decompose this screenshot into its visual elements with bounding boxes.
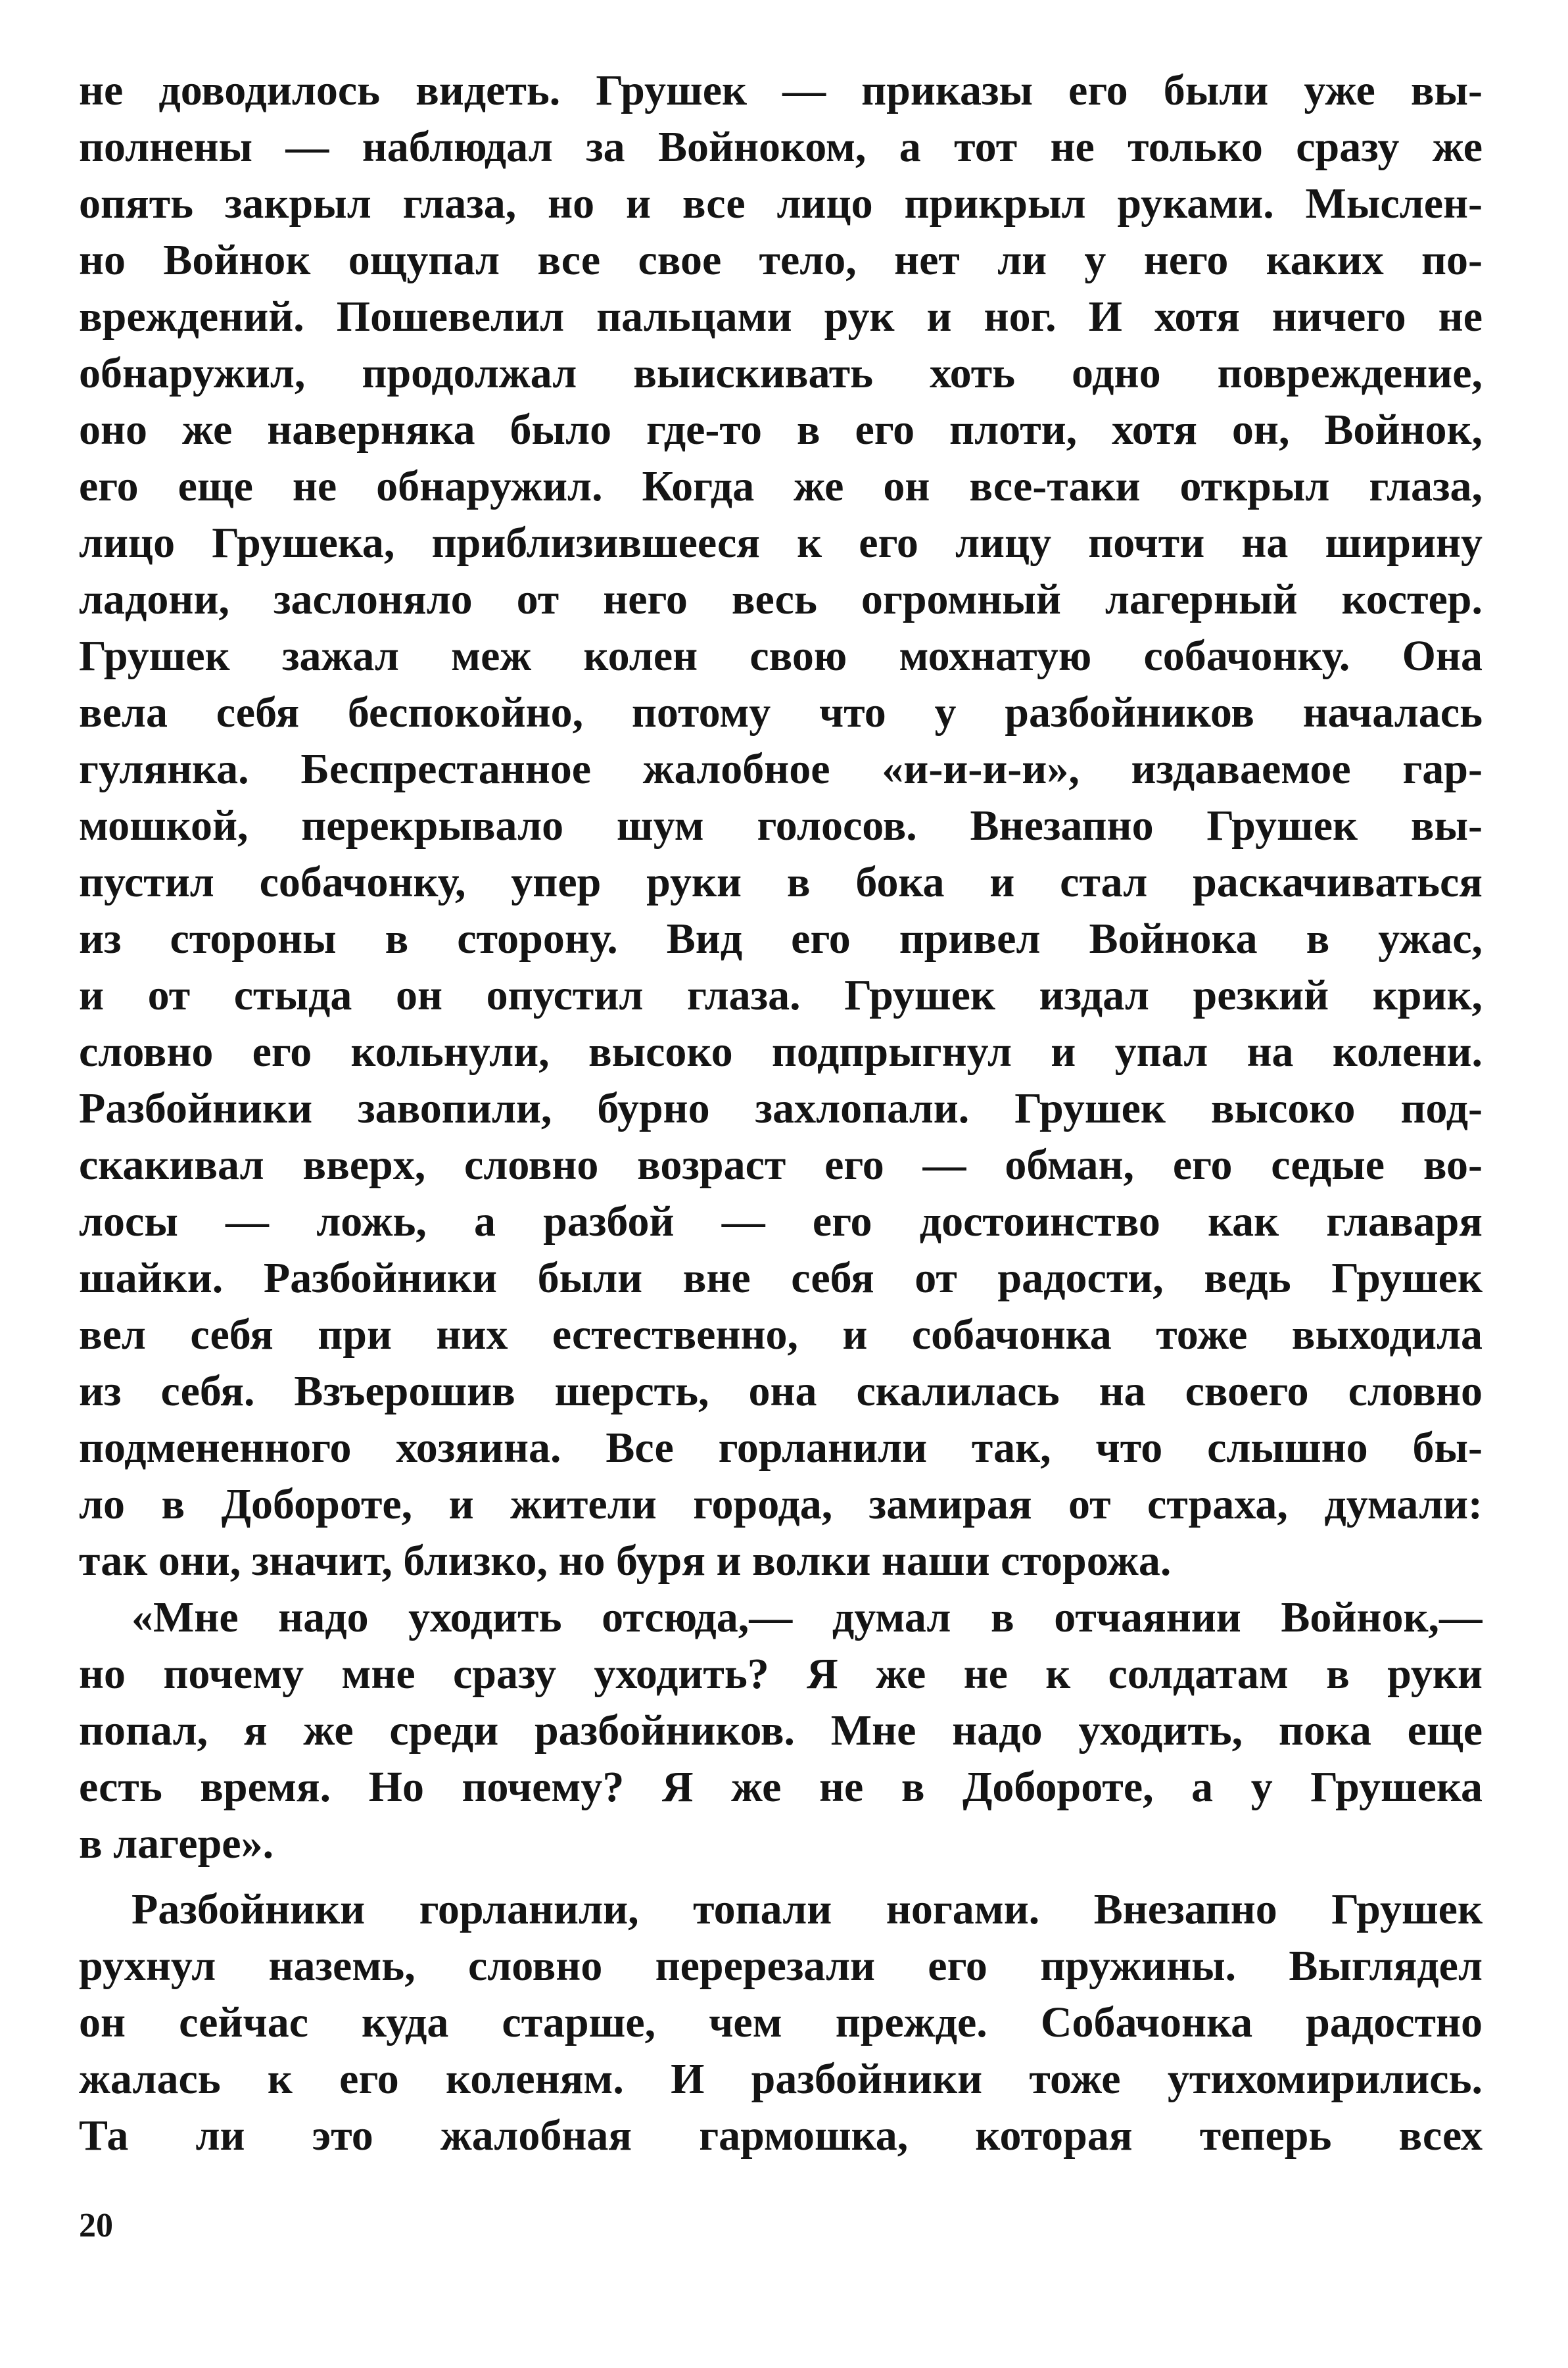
text-line: пустил собачонку, упер руки в бока и стал раскачиваться [79,858,1483,906]
text-line: вел себя при них естественно, и собачонка тоже выходила [79,1311,1483,1359]
text-line: Разбойники горланили, топали ногами. Внезапно Грушек [131,1885,1483,1933]
text-line: попал, я же среди разбойников. Мне надо уходить, пока еще [79,1706,1483,1754]
text-line: есть время. Но почему? Я же не в Доборотe, а у Грушека [79,1763,1483,1811]
text-line: лицо Грушека, приблизившееся к его лицу почти на ширину [79,519,1483,567]
text-line: из стороны в сторону. Вид его привел Войнока в ужас, [79,915,1483,963]
paragraph-gap [79,1872,1483,1881]
text-line: скакивал вверх, словно возраст его — обман, его седые во- [79,1141,1483,1189]
text-line: но Войнок ощупал все свое тело, нет ли у него каких по- [79,236,1483,284]
text-line: вела себя беспокойно, потому что у разбойников началась [79,689,1483,737]
text-line: жалась к его коленям. И разбойники тоже утихомирились. [79,2055,1483,2103]
text-line: он сейчас куда старше, чем прежде. Собачонка радостно [79,1998,1483,2046]
text-line: ладони, заслоняло от него весь огромный лагерный костер. [79,575,1483,623]
text-line: но почему мне сразу уходить? Я же не к солдатам в руки [79,1650,1483,1698]
text-line: и от стыда он опустил глаза. Грушек издал резкий крик, [79,971,1483,1019]
text-body [79,62,1483,2164]
text-line: подмененного хозяина. Все горланили так, что слышно бы- [79,1424,1483,1472]
text-line: Разбойники завопили, бурно захлопали. Грушек высоко под- [79,1084,1483,1132]
text-line: шайки. Разбойники были вне себя от радости, ведь Грушек [79,1254,1483,1302]
text-line: Та ли это жалобная гармошка, которая теперь всех [79,2112,1483,2160]
text-line: словно его кольнули, высоко подпрыгнул и упал на колени. [79,1028,1483,1076]
text-line: его еще не обнаружил. Когда же он все-таки открыл глаза, [79,462,1483,510]
text-line: так они, значит, близко, но буря и волки наши сторожа. [79,1537,1172,1585]
text-line: Грушек зажал меж колен свою мохнатую собачонку. Она [79,632,1483,680]
text-line: гулянка. Беспрестанное жалобное «и-и-и-и», издаваемое гар- [79,745,1483,793]
text-line: лосы — ложь, а разбой — его достоинство как главаря [79,1197,1483,1245]
text-line: не доводилось видеть. Грушек — приказы его были уже вы- [79,66,1483,114]
text-line: из себя. Взъерошив шерсть, она скалилась на своего словно [79,1367,1483,1415]
text-line: мошкой, перекрывало шум голосов. Внезапно Грушек вы- [79,802,1483,850]
page-number: 20 [79,2207,113,2244]
text-line: полнены — наблюдал за Войноком, а тот не только сразу же [79,123,1483,171]
text-line: оно же наверняка было где-то в его плоти, хотя он, Войнок, [79,406,1483,454]
text-line: в лагере». [79,1820,274,1868]
text-line: вреждений. Пошевелил пальцами рук и ног. И хотя ничего не [79,293,1483,341]
text-line: ло в Доборотe, и жители города, замирая от страха, думали: [79,1480,1483,1528]
text-line: обнаружил, продолжал выискивать хоть одно повреждение, [79,349,1483,397]
text-line: «Мне надо уходить отсюда,— думал в отчаянии Войнок,— [131,1593,1483,1641]
text-line: рухнул наземь, словно перерезали его пружины. Выглядел [79,1942,1483,1990]
text-line: опять закрыл глаза, но и все лицо прикрыл руками. Мыслен- [79,180,1483,228]
